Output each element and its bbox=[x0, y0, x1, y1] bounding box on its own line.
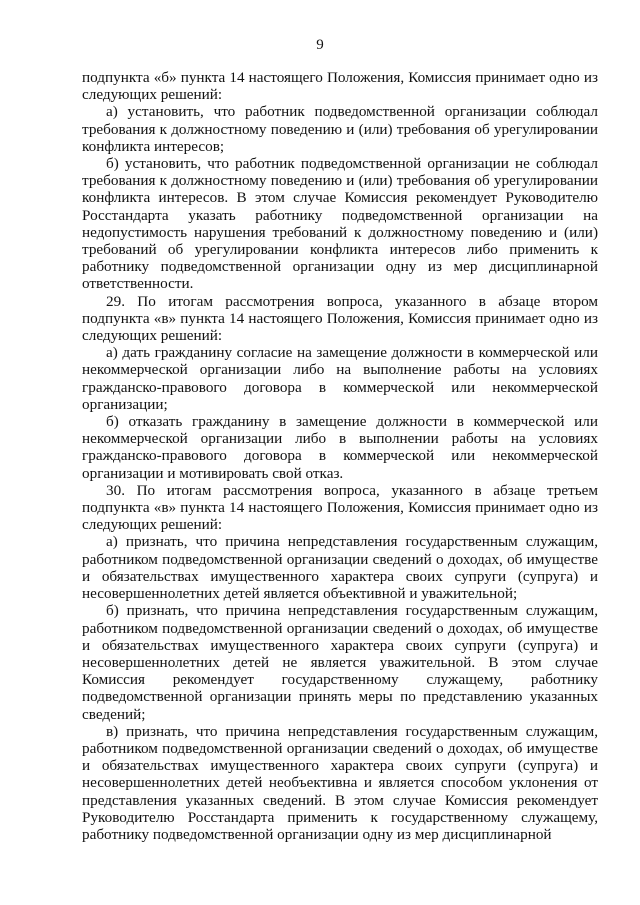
paragraph-clause-29-item-b: б) отказать гражданину в замещение должности в коммерческой или некоммерческой организации либо в выполнении работы на условиях гражданско-правового договора в коммерческой или некоммерческой организации и мотивировать свой отказ. bbox=[82, 413, 598, 482]
paragraph-item-a: а) установить, что работник подведомственной организации соблюдал требования к должностному поведению и (или) требования об урегулировании конфликта интересов; bbox=[82, 103, 598, 155]
paragraph-continuation: подпункта «б» пункта 14 настоящего Положения, Комиссия принимает одно из следующих решений: bbox=[82, 69, 598, 104]
paragraph-item-b: б) установить, что работник подведомственной организации не соблюдал требования к должностному поведению и (или) требования об урегулировании конфликта интересов. В этом случае Комиссия рекомендует Руководителю Росстандарта указать работнику подведомственной организации на недопустимость нарушения требований к должностному поведению и (или) требований об урегулировании конфликта интересов либо применить к работнику подведомственной организации одну из мер дисциплинарной ответственности. bbox=[82, 155, 598, 293]
paragraph-clause-30-item-b: б) признать, что причина непредставления государственным служащим, работником подведомственной организации сведений о доходах, об имуществе и обязательствах имущественного характера своих супруги (супруга) и несовершеннолетних детей не является уважительной. В этом случае Комиссия рекомендует государственному служащему, работнику подведомственной организации принять меры по представлению указанных сведений; bbox=[82, 602, 598, 723]
paragraph-clause-30-item-a: а) признать, что причина непредставления государственным служащим, работником подведомственной организации сведений о доходах, об имуществе и обязательствах имущественного характера своих супруги (супруга) и несовершеннолетних детей является объективной и уважительной; bbox=[82, 533, 598, 603]
page-number: 9 bbox=[316, 37, 324, 53]
document-body bbox=[82, 69, 598, 843]
paragraph-clause-30: 30. По итогам рассмотрения вопроса, указанного в абзаце третьем подпункта «в» пункта 14 настоящего Положения, Комиссия принимает одно из следующих решений: bbox=[82, 481, 598, 534]
paragraph-clause-30-item-v: в) признать, что причина непредставления государственным служащим, работником подведомственной организации сведений о доходах, об имуществе и обязательствах имущественного характера своих супруги (супруга) и несовершеннолетних детей необъективна и является способом уклонения от представления указанных сведений. В этом случае Комиссия рекомендует Руководителю Росстандарта применить к государственному служащему, работнику подведомственной организации одну из мер дисциплинарной bbox=[82, 722, 598, 843]
paragraph-clause-29: 29. По итогам рассмотрения вопроса, указанного в абзаце втором подпункта «в» пункта 14 настоящего Положения, Комиссия принимает одно из следующих решений: bbox=[82, 292, 598, 345]
paragraph-clause-29-item-a: а) дать гражданину согласие на замещение должности в коммерческой или некоммерческой организации либо на выполнение работы на условиях гражданско-правового договора в коммерческой или некоммерческой организации; bbox=[82, 344, 598, 413]
